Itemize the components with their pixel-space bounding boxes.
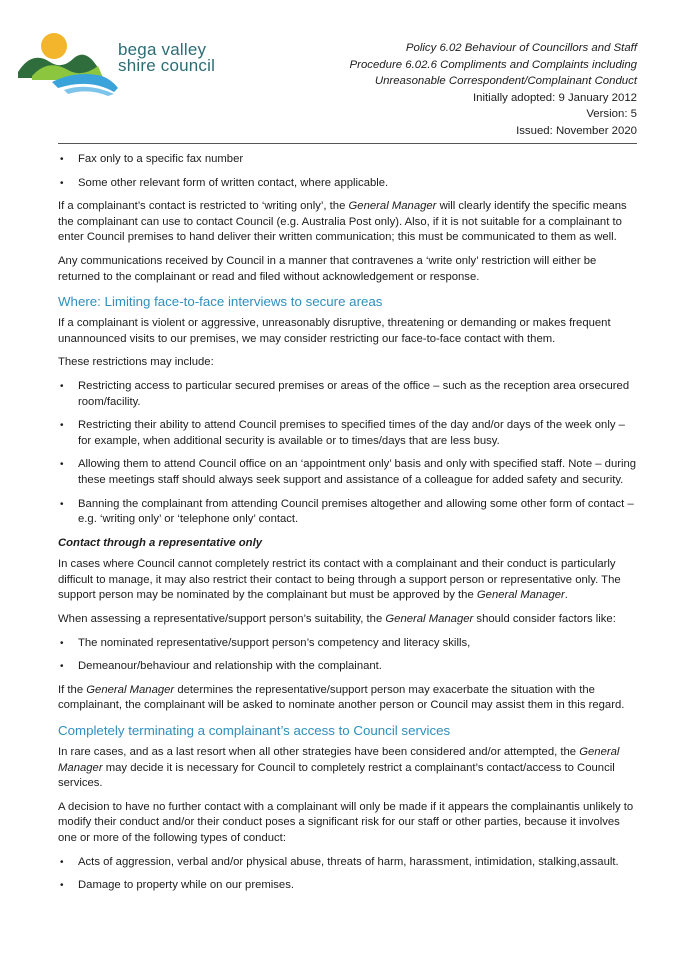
bullet-text: The nominated representative/support person’s competency and literacy skills, <box>78 636 471 649</box>
policy-title: Policy 6.02 Behaviour of Councillors and Staff <box>405 42 637 54</box>
paragraph <box>58 745 638 792</box>
paragraph <box>58 254 638 285</box>
bullet-text: Some other relevant form of written contact, where applicable. <box>78 176 389 189</box>
logo-mark-icon <box>18 28 118 98</box>
paragraph <box>58 800 638 847</box>
bullet-text: Demeanour/behaviour and relationship with the complainant. <box>78 660 382 673</box>
logo-text-line2: shire council <box>118 56 216 75</box>
bullet-text: Fax only to a specific fax number <box>78 153 244 165</box>
issued-date: Issued: November 2020 <box>516 124 637 137</box>
bullet-icon: • <box>60 880 64 892</box>
bullet-text: Allowing them to attend Council office on an ‘appointment only’ basis and only with specified staff. Note – during these meetings staff should always seek support and assistance of a colleague for added safety and security. <box>78 458 637 486</box>
document-body <box>58 152 638 902</box>
emphasis-text: General Manager <box>58 746 620 774</box>
paragraph <box>58 199 638 246</box>
paragraph <box>58 316 638 347</box>
paragraph-text: should consider factors like: <box>473 613 616 626</box>
bullet-item <box>58 659 638 675</box>
bullet-icon: • <box>60 637 64 649</box>
paragraph-text: Any communications received by Council in a manner that contravenes a ‘write only’ restriction will either be returned to the complainant or read and filed without acknowledgement or response. <box>58 254 597 283</box>
bullet-text: Banning the complainant from attending Council premises altogether and allowing some other form of contact – e.g. ‘writing only’ or ‘telephone only’ contact. <box>78 497 634 526</box>
paragraph <box>58 355 638 371</box>
paragraph <box>58 557 638 604</box>
version: Version: 5 <box>586 108 637 121</box>
bullet-item <box>58 855 638 871</box>
paragraph <box>58 683 638 714</box>
paragraph-text: determines the representative/support person may exacerbate the situation with the complainant, the complainant will be asked to nominate another person or Council may assist them in this regard. <box>58 683 625 712</box>
logo-text-line1: bega valley <box>118 40 207 59</box>
paragraph-text: These restrictions may include: <box>58 356 214 369</box>
bullet-item <box>58 176 638 192</box>
bullet-icon: • <box>60 420 64 432</box>
adopted-date: Initially adopted: 9 January 2012 <box>472 91 637 104</box>
bullet-item <box>58 152 638 168</box>
paragraph-text: If a complainant’s contact is restricted to ‘writing only’, the <box>58 200 349 213</box>
bullet-text: Damage to property while on our premises. <box>78 879 294 892</box>
paragraph-text: . <box>564 589 568 602</box>
paragraph-text: will clearly identify the specific means the complainant can use to contact Council (e.g. Australia Post only). Also, if it is not suitable for a complainant to enter Council premises to hand deliver their written communication; this must be communicated to them as well. <box>58 200 627 244</box>
bullet-item <box>58 878 638 894</box>
bullet-item <box>58 457 638 488</box>
paragraph-text: When assessing a representative/support person’s suitability, the <box>58 613 386 626</box>
emphasis-text: General Manager <box>348 200 437 213</box>
paragraph-text: In rare cases, and as a last resort when all other strategies have been considered and/or attempted, the <box>58 746 580 759</box>
bullet-icon: • <box>60 856 64 868</box>
bullet-item <box>58 379 638 410</box>
section-heading: Completely terminating a complainant’s access to Council services <box>58 723 451 739</box>
bullet-text: Restricting their ability to attend Council premises to specified times of the day and/or days of the week only – for example, when additional security is available or to times/days that are less busy. <box>78 419 625 447</box>
bullet-icon: • <box>60 154 64 165</box>
bullet-text: Acts of aggression, verbal and/or physical abuse, threats of harm, harassment, intimidation, stalking,assault. <box>78 855 619 868</box>
bullet-icon: • <box>60 459 64 471</box>
paragraph-text: In cases where Council cannot completely restrict its contact with a complainant and their conduct is particularly difficult to manage, it may also restrict their contact to being through a support person or representative only. The support person may be nominated by the complainant but must be approved by the <box>58 558 621 602</box>
emphasis-text: General Manager <box>476 589 565 602</box>
emphasis-text: General Manager <box>86 683 175 696</box>
council-logo <box>18 28 248 108</box>
bullet-item <box>58 418 638 449</box>
bullet-item <box>58 636 638 652</box>
bullet-icon: • <box>60 498 64 510</box>
procedure-subtitle: Unreasonable Correspondent/Complainant Conduct <box>374 75 637 88</box>
bullet-icon: • <box>60 661 64 673</box>
paragraph <box>58 612 638 628</box>
bullet-text: Restricting access to particular secured premises or areas of the office – such as the reception area orsecured room/facility. <box>78 379 630 408</box>
document-header <box>350 40 637 140</box>
header-divider <box>58 143 637 144</box>
emphasis-text: General Manager <box>385 613 474 626</box>
procedure-title: Procedure 6.02.6 Compliments and Complaints including <box>349 58 637 71</box>
bullet-icon: • <box>60 380 64 392</box>
paragraph-text: If a complainant is violent or aggressive, unreasonably disruptive, threatening or demanding or makes frequent unannounced visits to our premises, we may consider restricting our face-to-face contact with them. <box>58 317 611 345</box>
bullet-icon: • <box>60 177 64 189</box>
section-heading: Where: Limiting face-to-face interviews to secure areas <box>58 294 383 310</box>
paragraph-text: A decision to have no further contact with a complainant will only be made if it appears the complainantis unlikely to modify their conduct and/or their conduct poses a significant risk for our staff or other parties, because it involves one or more of the following types of conduct: <box>58 800 634 844</box>
sub-heading: Contact through a representative only <box>58 536 263 549</box>
paragraph-text: may decide it is necessary for Council to completely restrict a complainant’s contact/access to Council services. <box>58 761 615 790</box>
paragraph-text: If the <box>58 683 87 696</box>
bullet-item <box>58 497 638 528</box>
